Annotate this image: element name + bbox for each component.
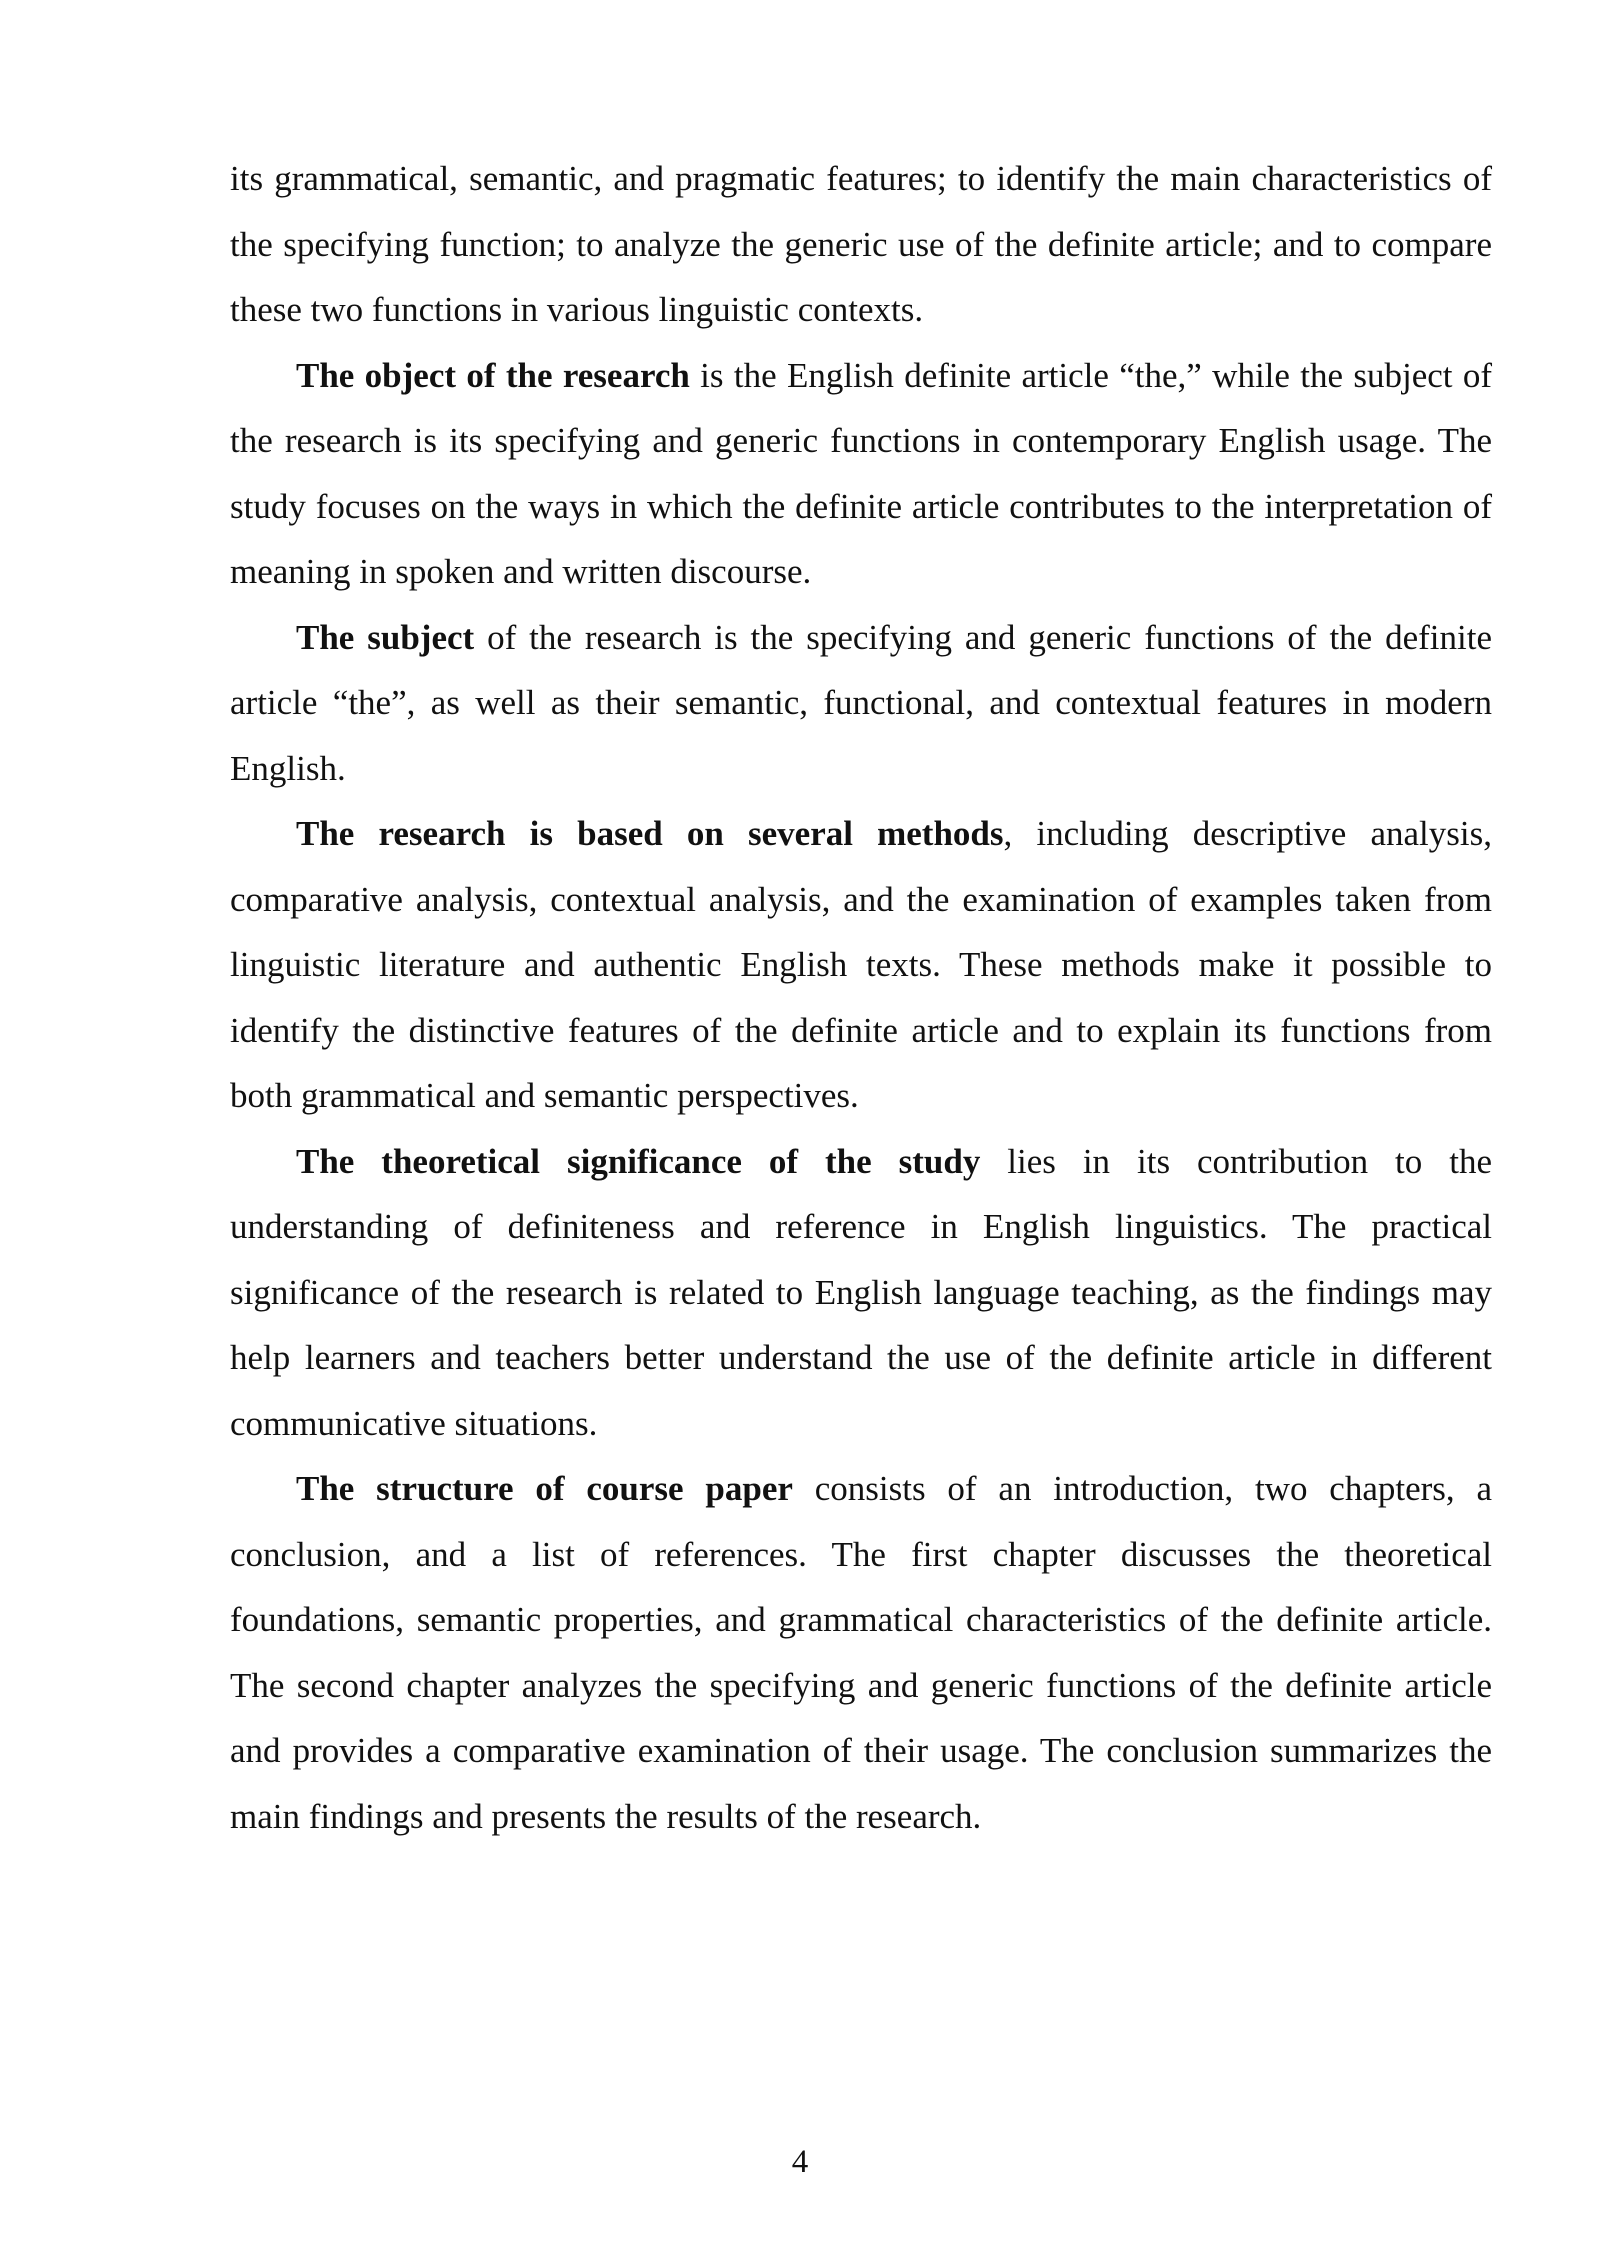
page-number: 4 bbox=[791, 2144, 809, 2180]
paragraph-text: consists of an introduction, two chapters, a conclusion, and a list of references. The first chapter discusses the theoretical foundations, semantic properties, and grammatical characteristics of the definite article. The second chapter analyzes the specifying and generic functions of the definite article and provides a comparative examination of their usage. The conclusion summarizes the main findings and presents the results of the research. bbox=[230, 1469, 1493, 1836]
paragraph-text: lies in its contribution to the understanding of definiteness and reference in English linguistics. The practical significance of the research is related to English language teaching, as the findings may help learners and teachers better understand the use of the definite article in different communicative situations. bbox=[230, 1141, 1492, 1443]
paragraph-heading: The research is based on several methods bbox=[296, 814, 1004, 853]
paragraph-object bbox=[230, 343, 1492, 605]
body-text bbox=[230, 146, 1492, 1849]
paragraph-heading: The object of the research bbox=[296, 355, 690, 395]
paragraph-subject bbox=[230, 605, 1492, 802]
paragraph-text: is the English definite article “the,” while the subject of the research is its specifying and generic functions in contemporary English usage. The study focuses on the ways in which the definite article contributes to the interpretation of meaning in spoken and written discourse. bbox=[230, 355, 1492, 591]
paragraph-heading: The subject bbox=[296, 617, 475, 657]
paragraph-significance bbox=[230, 1129, 1492, 1457]
paragraph-text: , including descriptive analysis, comparative analysis, contextual analysis, and the examination of examples taken from linguistic literature and authentic English texts. These methods make it possible to identify the distinctive features of the definite article and to explain its functions from both grammatical and semantic perspectives. bbox=[230, 814, 1492, 1115]
paragraph-structure bbox=[230, 1456, 1492, 1849]
paragraph-methods bbox=[230, 801, 1492, 1129]
paragraph-text: its grammatical, semantic, and pragmatic features; to identify the main characteristics of the specifying function; to analyze the generic use of the definite article; and to compare these two functions in various linguistic contexts. bbox=[230, 159, 1492, 329]
paragraph-text: of the research is the specifying and generic functions of the definite article “the”, as well as their semantic, functional, and contextual features in modern English. bbox=[230, 617, 1493, 788]
paragraph-heading: The theoretical significance of the study bbox=[296, 1141, 981, 1181]
paragraph-heading: The structure of course paper bbox=[296, 1469, 793, 1508]
paragraph-aims-continuation bbox=[230, 146, 1492, 343]
